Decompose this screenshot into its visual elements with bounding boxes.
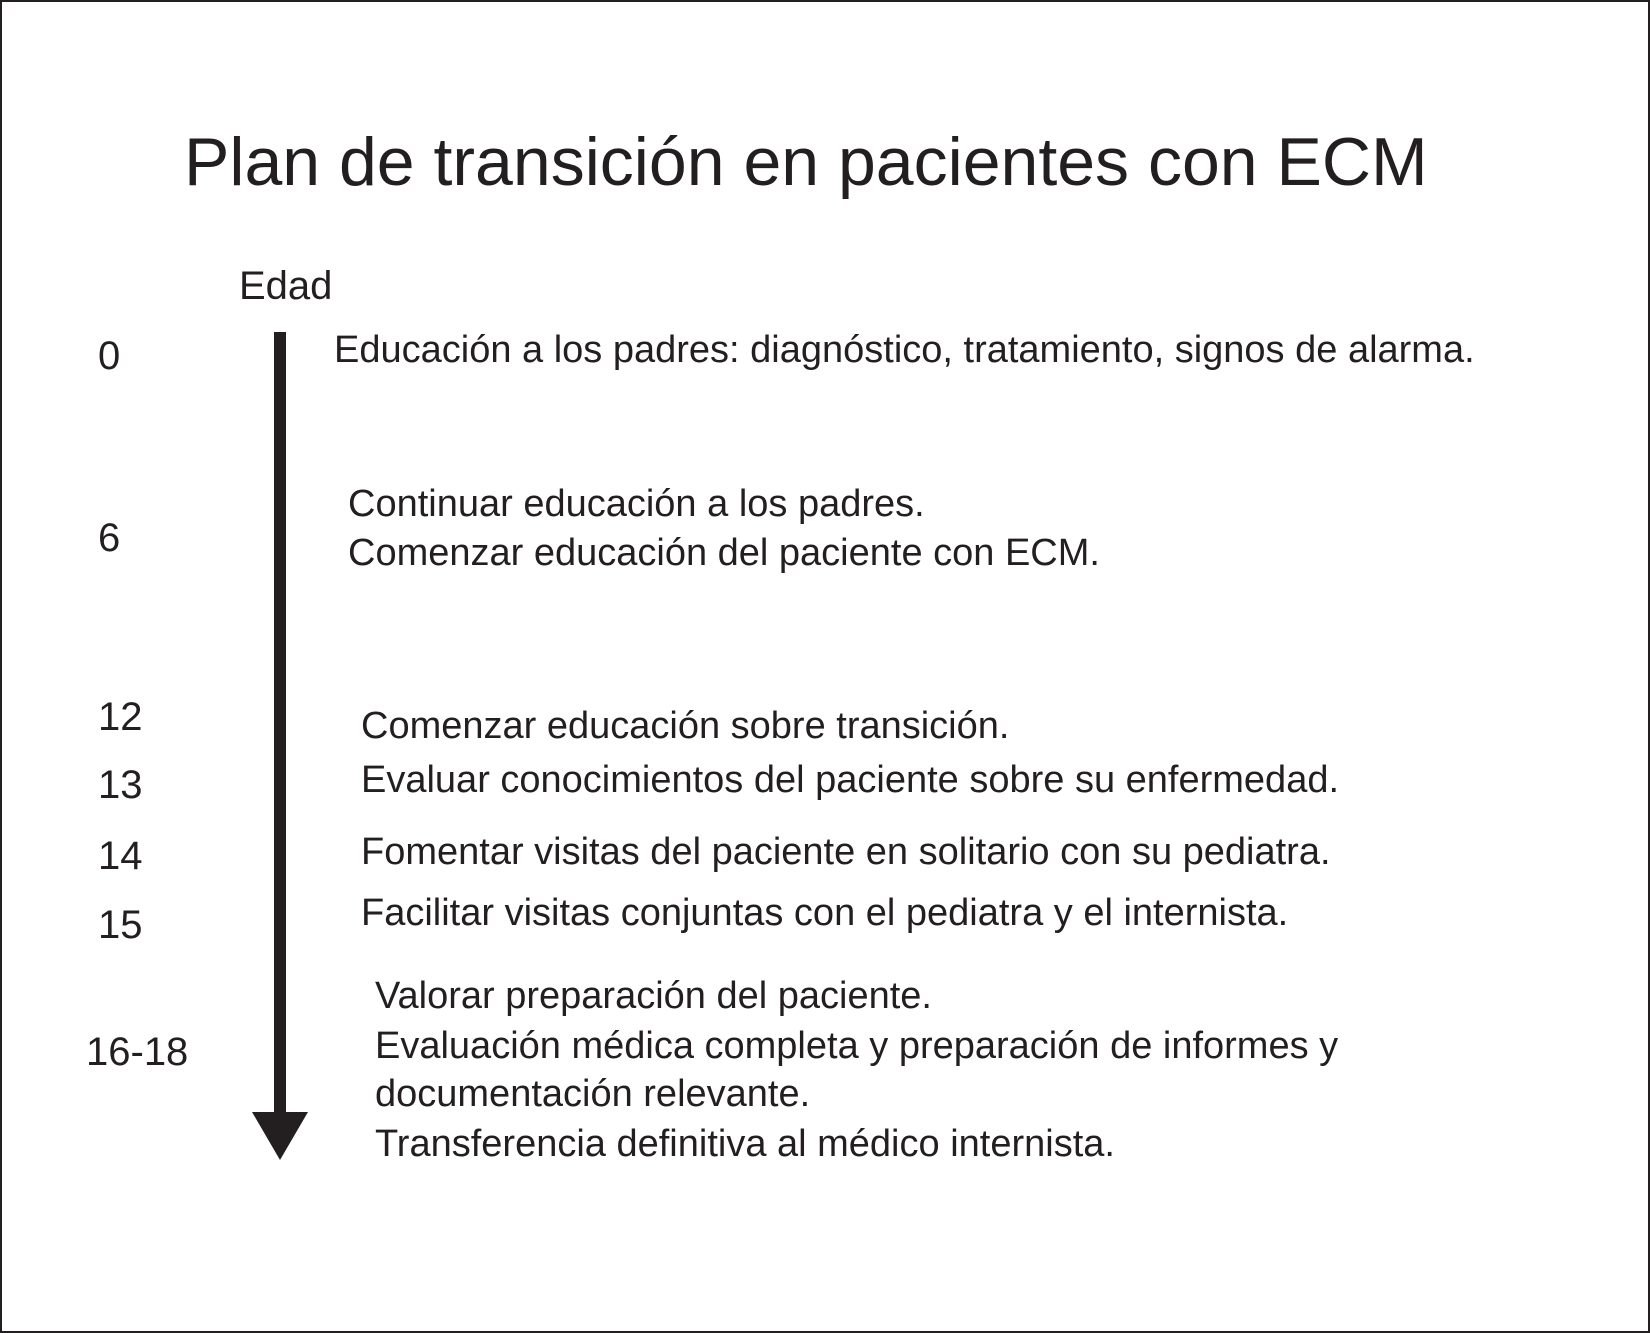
stage-13-text-1: Evaluar conocimientos del paciente sobre su enfermedad.	[361, 759, 1340, 801]
stage-16-18-text-3: documentación relevante.	[375, 1073, 811, 1115]
age-label-12: 12	[98, 695, 143, 739]
stage-16-18-text-4: Transferencia definitiva al médico internista.	[375, 1123, 1115, 1165]
stage-6-text-2: Comenzar educación del paciente con ECM.	[348, 532, 1100, 574]
age-label-0: 0	[98, 334, 121, 378]
stage-12-text-1: Comenzar educación sobre transición.	[361, 705, 1010, 747]
stage-0-text-1: Educación a los padres: diagnóstico, tratamiento, signos de alarma.	[334, 329, 1475, 371]
diagram-title: Plan de transición en pacientes con ECM	[184, 124, 1428, 200]
stage-15-text-1: Facilitar visitas conjuntas con el pediatra y el internista.	[361, 892, 1289, 934]
stage-16-18-text-2: Evaluación médica completa y preparación de informes y	[375, 1025, 1339, 1067]
stage-14-text-1: Fomentar visitas del paciente en solitario con su pediatra.	[361, 831, 1331, 873]
timeline-arrow-head	[252, 1112, 308, 1160]
timeline-arrow-shaft	[274, 332, 286, 1112]
age-label-15: 15	[98, 903, 143, 947]
age-axis-label: Edad	[239, 264, 333, 308]
age-label-14: 14	[98, 834, 143, 878]
stage-16-18-text-1: Valorar preparación del paciente.	[375, 975, 932, 1017]
age-label-6: 6	[98, 516, 121, 560]
timeline-arrow	[252, 332, 308, 1160]
age-label-16-18: 16-18	[86, 1030, 189, 1074]
age-label-13: 13	[98, 763, 143, 807]
stage-6-text-1: Continuar educación a los padres.	[348, 483, 925, 525]
